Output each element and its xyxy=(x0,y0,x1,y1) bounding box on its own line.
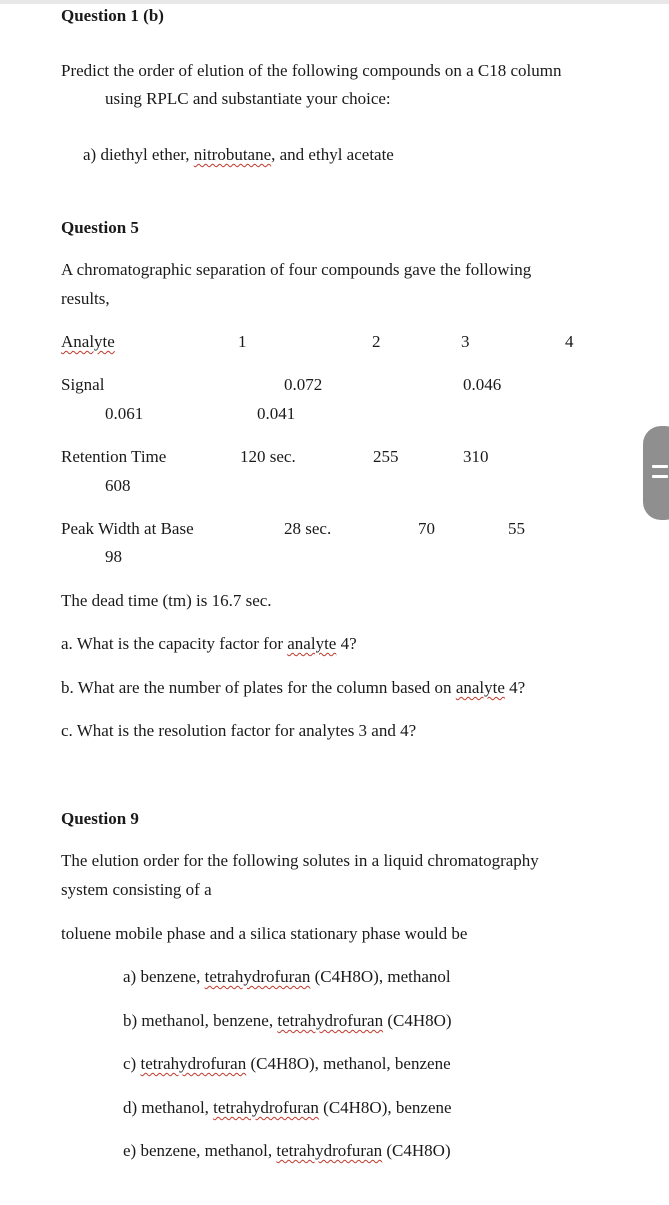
signal-value: 0.072 xyxy=(284,375,323,394)
question-1b-option-a: a) diethyl ether, nitrobutane, and ethyl acetate xyxy=(83,145,394,164)
analyte-number: 1 xyxy=(238,332,247,351)
analyte-label: Analyte xyxy=(61,332,115,351)
peak-width-value: 98 xyxy=(105,547,122,566)
question-9-text-line-3: toluene mobile phase and a silica stationary phase would be xyxy=(61,924,468,943)
side-drag-handle[interactable] xyxy=(643,426,669,520)
dead-time-text: The dead time (tm) is 16.7 sec. xyxy=(61,591,272,610)
signal-value: 0.061 xyxy=(105,404,144,423)
handle-grip-line-icon xyxy=(652,465,668,468)
question-9-option-c: c) tetrahydrofuran (C4H8O), methanol, benzene xyxy=(123,1054,451,1073)
peak-width-value: 55 xyxy=(508,519,525,538)
signal-value: 0.041 xyxy=(257,404,296,423)
signal-value: 0.046 xyxy=(463,375,502,394)
question-5-part-c: c. What is the resolution factor for analytes 3 and 4? xyxy=(61,721,417,740)
peak-width-value: 70 xyxy=(418,519,435,538)
question-5-intro-line-2: results, xyxy=(61,289,110,308)
peak-width-label: Peak Width at Base xyxy=(61,519,194,538)
retention-time-value: 120 sec. xyxy=(240,447,296,466)
question-5-part-a: a. What is the capacity factor for analyte 4? xyxy=(61,634,357,653)
retention-time-value: 608 xyxy=(105,476,131,495)
question-9-option-b: b) methanol, benzene, tetrahydrofuran (C4H8O) xyxy=(123,1011,452,1030)
analyte-number: 2 xyxy=(372,332,381,351)
question-9-option-e: e) benzene, methanol, tetrahydrofuran (C4H8O) xyxy=(123,1141,451,1160)
question-9-option-d: d) methanol, tetrahydrofuran (C4H8O), benzene xyxy=(123,1098,452,1117)
analyte-number: 4 xyxy=(565,332,574,351)
handle-grip-line-icon xyxy=(652,475,668,478)
question-5-heading: Question 5 xyxy=(61,218,139,237)
question-1b-text-line-1: Predict the order of elution of the following compounds on a C18 column xyxy=(61,61,562,80)
question-5-part-b: b. What are the number of plates for the column based on analyte 4? xyxy=(61,678,526,697)
peak-width-value: 28 sec. xyxy=(284,519,332,538)
question-9-text-line-2: system consisting of a xyxy=(61,880,212,899)
retention-time-value: 310 xyxy=(463,447,489,466)
question-9-option-a: a) benzene, tetrahydrofuran (C4H8O), methanol xyxy=(123,967,451,986)
question-1b-text-line-2: using RPLC and substantiate your choice: xyxy=(105,89,391,108)
question-9-heading: Question 9 xyxy=(61,809,139,828)
top-edge-bar xyxy=(0,0,669,4)
retention-time-label: Retention Time xyxy=(61,447,167,466)
question-1b-heading: Question 1 (b) xyxy=(61,6,164,25)
question-9-text-line-1: The elution order for the following solutes in a liquid chromatography xyxy=(61,851,539,870)
question-5-intro-line-1: A chromatographic separation of four compounds gave the following xyxy=(61,260,532,279)
signal-label: Signal xyxy=(61,375,105,394)
analyte-number: 3 xyxy=(461,332,470,351)
retention-time-value: 255 xyxy=(373,447,399,466)
